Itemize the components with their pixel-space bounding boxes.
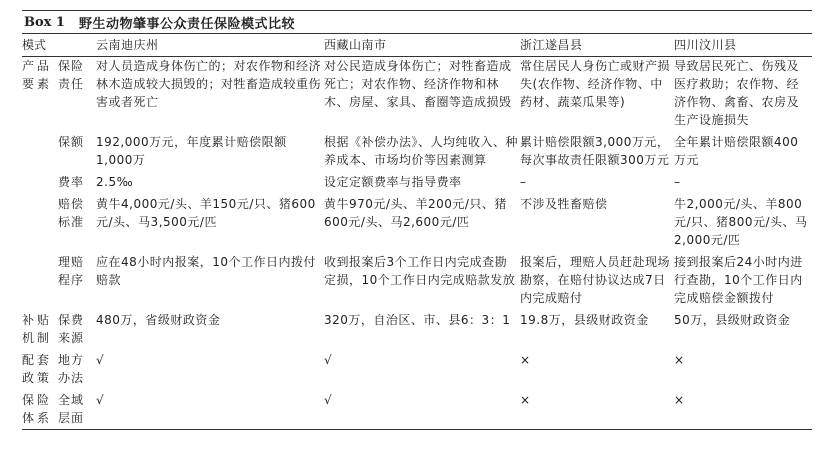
row-label-standard: 赔偿标准 [58,197,85,229]
cell-local-xizang: √ [324,353,333,367]
cell-standard-xizang: 黄牛970元/头、羊200元/只、猪600元/头、马2,600元/匹 [324,197,507,229]
table-row [22,195,812,253]
table-row [22,253,812,311]
comparison-table [22,34,812,430]
cell-amount-xizang: 根据《补偿办法》、人均纯收入、种养成本、市场均价等因素测算 [324,135,519,167]
box-label: Box 1 [24,14,65,30]
table-row [22,133,812,173]
table-row [22,57,812,134]
cell-liability-zhejiang: 常住居民人身伤亡或财产损失(农作物、经济作物、中药材、蔬菜瓜果等) [520,59,671,109]
table-row [22,173,812,195]
cell-coverage-sichuan: × [674,391,812,430]
table-row [22,311,812,351]
row-label-liability: 保险责任 [58,59,85,91]
group-policy: 配套政策 [22,353,53,385]
cell-coverage-xizang: √ [324,391,520,430]
cell-rate-sichuan: – [674,175,681,189]
cell-premium-xizang: 320万，自治区、市、县6：3：1 [324,313,511,327]
group-insurance: 保险体系 [22,391,58,430]
cell-procedure-zhejiang: 报案后，理赔人员赶赴现场勘察，在赔付协议达成7日内完成赔付 [520,255,671,305]
row-label-procedure: 理赔程序 [58,255,85,287]
header-col-zhejiang: 浙江遂昌县 [520,34,674,57]
cell-local-yunnan: √ [96,353,105,367]
cell-amount-sichuan: 全年累计赔偿限额400万元 [674,135,799,167]
comparison-box [22,10,812,430]
cell-premium-yunnan: 480万，省级财政资金 [96,313,221,327]
cell-rate-zhejiang: – [520,175,527,189]
cell-procedure-yunnan: 应在48小时内报案，10个工作日内拨付赔款 [96,255,317,287]
cell-rate-xizang: 设定定额费率与指导费率 [324,175,462,189]
cell-liability-xizang: 对公民造成身体伤亡；对牲畜造成死亡；对农作物、经济作物和林木、房屋、家具、畜圈等造成损毁 [324,59,512,109]
row-label-local: 地方办法 [58,353,85,385]
table-header-row [22,34,812,57]
cell-standard-yunnan: 黄牛4,000元/头、羊150元/只、猪600元/头、马3,500元/匹 [96,197,316,229]
row-label-coverage: 全域层面 [58,391,96,430]
header-col-sichuan: 四川汶川县 [674,34,812,57]
cell-premium-zhejiang: 19.8万，县级财政资金 [520,313,649,327]
row-label-rate: 费率 [58,175,85,189]
cell-amount-zhejiang: 累计赔偿限额3,000万元，每次事故责任限额300万元 [520,135,670,167]
header-col-xizang: 西藏山南市 [324,34,520,57]
cell-procedure-xizang: 收到报案后3个工作日内完成查勘定损，10个工作日内完成赔款发放 [324,255,516,287]
cell-local-zhejiang: × [520,353,531,367]
group-subsidy: 补贴机制 [22,313,53,345]
cell-liability-yunnan: 对人员造成身体伤亡的；对农作物和经济林木造成较大损毁的；对牲畜造成较重伤害或者死亡 [96,59,322,109]
row-label-premium: 保费来源 [58,313,85,345]
cell-local-sichuan: × [674,353,685,367]
cell-standard-zhejiang: 不涉及牲畜赔偿 [520,197,608,211]
box-title-bar [22,10,812,34]
cell-premium-sichuan: 50万，县级财政资金 [674,313,791,327]
box-title: 野生动物肇事公众责任保险模式比较 [78,16,295,32]
cell-liability-sichuan: 导致居民死亡、伤残及医疗救助；农作物、经济作物、禽畜、农房及生产设施损失 [674,59,800,127]
table-row [22,351,812,391]
cell-coverage-yunnan: √ [96,391,324,430]
cell-amount-yunnan: 192,000万元，年度累计赔偿限额1,000万 [96,135,287,167]
table-row [22,391,812,430]
cell-standard-sichuan: 牛2,000元/头、羊800元/只、猪800元/头、马2,000元/匹 [674,197,808,247]
cell-rate-yunnan: 2.5‰ [96,175,134,189]
cell-coverage-zhejiang: × [520,391,674,430]
row-label-amount: 保额 [58,135,85,149]
header-mode-label: 模式 [22,34,96,57]
header-col-yunnan: 云南迪庆州 [96,34,324,57]
cell-procedure-sichuan: 接到报案后24小时内进行查勘，10个工作日内完成赔偿金额拨付 [674,255,803,305]
group-product: 产品要素 [22,59,53,91]
